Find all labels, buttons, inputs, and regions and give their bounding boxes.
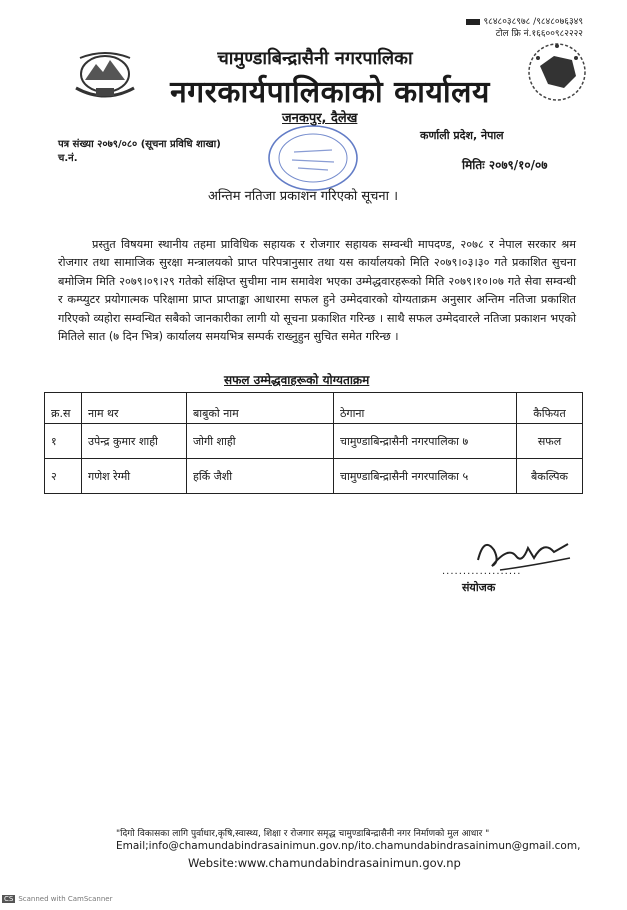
reference-number: पत्र संख्या २०७९/०८० (सूचना प्रविधि शाखा) <box>58 139 221 150</box>
tollfree-number: टोल फ्रि नं.१६६००९८२२२२ <box>495 29 583 39</box>
cell-name: उपेन्द्र कुमार शाही <box>82 424 187 459</box>
footer-website: Website:www.chamundabindrasainimun.gov.np <box>188 856 461 870</box>
office-name: नगरकार्यपालिकाको कार्यालय <box>170 75 490 110</box>
cell-name: गणेश रेग्मी <box>82 459 187 494</box>
office-seal-icon <box>264 122 362 194</box>
notice-body: प्रस्तुत विषयमा स्थानीय तहमा प्राविधिक सहायक र रोजगार सहायक सम्वन्धी मापदण्ड, २०७८ र नेपाल सरकार श्रम रोजगार तथा सामाजिक सुरक्षा मन्त्रालयको प्राप्त परिपत्रानुसार तथा यस कार्यालयको मिति २०७९।०३।३० गते प्रकाशित सुचना बमोजिम मिति २०७९।०९।२९ गतेको संक्षिप्त सुचीमा नाम समावेश भएका उम्मेद्धवारहरूको मिति २०७९।१०।०७ गते सेवा सम्वन्धी र कम्प्युटर प्रयोगात्मक परिक्षामा प्राप्त प्राप्ताङ्का आधारमा सफल हुने उम्मेदवारको योग्यताक्रम अनुसार अन्तिम नतिजा प्रकाशित गरिएको व्यहोरा सम्वन्धित सबैको जानकारीका लागी यो सूचना प्रकाशित गरिन्छ । साथै सफल उम्मेदवारले नतिजा प्रकाशन भएको मितिले सात (७ दिन भित्र) कार्यालय समयभित्र सम्पर्क राख्नुहुन सुचित समेत गरिन्छ । <box>58 238 576 344</box>
cell-remarks: सफल <box>517 424 583 459</box>
scanner-text: Scanned with CamScanner <box>18 895 113 903</box>
district-address: जनकपुर, दैलेख <box>282 111 358 126</box>
col-father-name: बाबुको नाम <box>187 393 334 424</box>
col-name: नाम थर <box>82 393 187 424</box>
table-title: सफल उम्मेद्धवाहरूको योग्यताक्रम <box>224 373 370 387</box>
province-address: कर्णाली प्रदेश, नेपाल <box>420 129 504 142</box>
phone-numbers: ९८४८०३८९७८ /९८४८०७६३४९ <box>483 17 583 27</box>
municipality-name: चामुण्डाबिन्द्रासैनी नगरपालिका <box>217 48 413 69</box>
cell-remarks: बैकल्पिक <box>517 459 583 494</box>
table-header-row <box>45 393 583 424</box>
dispatch-number: च.नं. <box>58 153 78 164</box>
signature-line: ................... <box>442 566 522 577</box>
municipality-logo-icon <box>526 40 588 108</box>
letter-date: मितिः २०७९/१०/०७ <box>462 158 548 172</box>
cell-father-name: हर्कि जैशी <box>187 459 334 494</box>
col-remarks: कैफियत <box>517 393 583 424</box>
col-address: ठेगाना <box>334 393 517 424</box>
redacted-mark <box>466 19 480 25</box>
cell-address: चामुण्डाबिन्द्रासैनी नगरपालिका ७ <box>334 424 517 459</box>
cell-serial: १ <box>45 424 82 459</box>
cell-father-name: जोगी शाही <box>187 424 334 459</box>
scanner-watermark <box>2 895 113 903</box>
signer-role: संयोजक <box>462 581 496 594</box>
cell-serial: २ <box>45 459 82 494</box>
nepal-emblem-icon <box>70 44 140 106</box>
cell-address: चामुण्डाबिन्द्रासैनी नगरपालिका ५ <box>334 459 517 494</box>
table-row <box>45 424 583 459</box>
contact-phones <box>466 16 584 40</box>
table-row <box>45 459 583 494</box>
col-serial: क्र.स <box>45 393 82 424</box>
notice-title: अन्तिम नतिजा प्रकाशन गरिएको सूचना । <box>208 189 399 204</box>
footer-email: Email;info@chamundabindrasainimun.gov.np/ito.chamundabindrasainimun@gmail.com, <box>116 840 581 852</box>
footer-slogan: "दिगो विकासका लागि पुर्वाधार,कृषि,स्वास्थ्य, शिक्षा र रोजगार समृद्ध चामुण्डाबिन्द्रासैनी नगर निर्माणको मुल आधार " <box>116 829 490 839</box>
results-table <box>44 392 583 494</box>
camscanner-icon: CS <box>4 895 14 903</box>
